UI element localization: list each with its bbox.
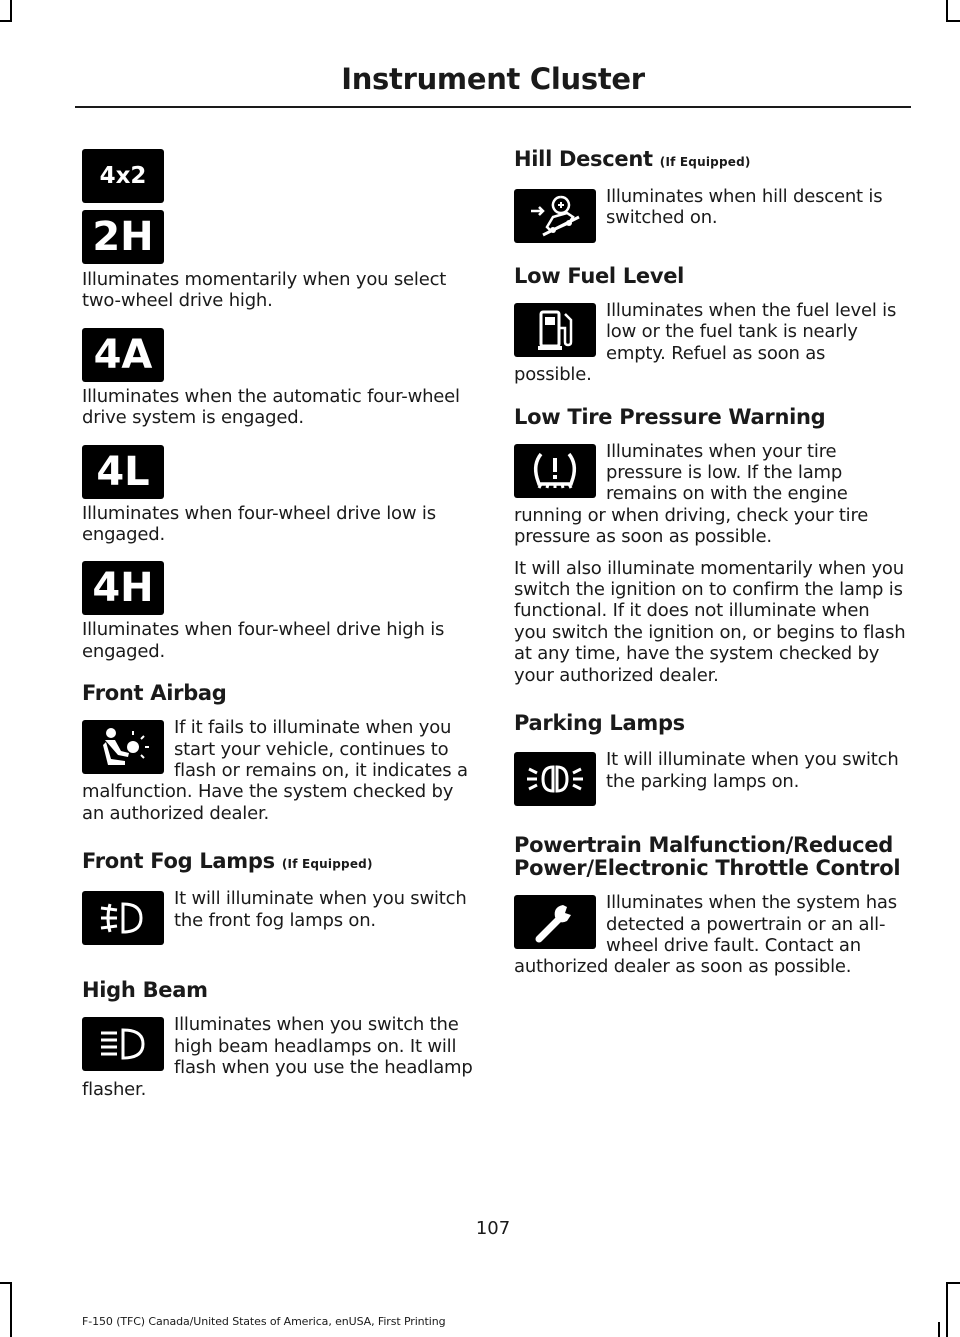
high-beam-heading: High Beam (82, 978, 208, 1003)
crop-mark-top-left (0, 20, 12, 22)
low-tire-text-2: It will also illuminate momentarily when you switch the ignition on to confirm the lamp is functional. If it does not illuminate when you switch the ignition on, or begins to flash at any time, have the system checked by your authorized dealer. (514, 557, 906, 686)
four-wheel-high-text: Illuminates when four-wheel drive high is engaged. (82, 619, 445, 662)
crop-mark-bottom-right (946, 1282, 960, 1284)
crop-mark-top-right (946, 0, 948, 22)
hill-descent-icon (514, 189, 596, 243)
front-airbag-heading: Front Airbag (82, 681, 227, 706)
page-number: 107 (475, 1218, 511, 1239)
powertrain-text: Illuminates when the system has detected a powertrain or an all-wheel drive fault. Contact an authorized dealer as soon as possible. (514, 892, 897, 978)
parking-lamps-text: It will illuminate when you switch the parking lamps on. (606, 749, 899, 792)
two-wheel-high-text: Illuminates momentarily when you select two-wheel drive high. (82, 269, 447, 312)
high-beam-entry (82, 1014, 474, 1100)
footer-text: F-150 (TFC) Canada/United States of America, enUSA, First Printing (82, 1315, 446, 1328)
parking-lamps-entry (514, 749, 906, 810)
crop-mark-bottom-right (946, 1282, 948, 1337)
low-tire-text-1: Illuminates when your tire pressure is low. If the lamp remains on with the engine running or when driving, check your tire pressure as soon as possible. (514, 440, 869, 548)
wrench-icon (514, 895, 596, 949)
hill-descent-title: Hill Descent (514, 147, 653, 171)
front-airbag-entry (82, 717, 474, 824)
crop-mark-bottom-left (10, 1282, 12, 1337)
crop-mark-bottom-right-short (938, 1322, 940, 1337)
low-tire-heading: Low Tire Pressure Warning (514, 404, 826, 429)
high-beam-icon (82, 1017, 164, 1071)
header-rule (75, 106, 911, 108)
two-wheel-high-icon (82, 210, 164, 264)
four-by-two-icon-label: 4x2 (99, 163, 147, 189)
low-fuel-text: Illuminates when the fuel level is low or the fuel tank is nearly empty. Refuel as soon as possible. (514, 300, 897, 386)
low-fuel-entry (514, 300, 906, 386)
airbag-icon (82, 720, 164, 774)
fuel-pump-icon (514, 303, 596, 357)
crop-mark-bottom-left (0, 1282, 12, 1284)
hill-descent-qualifier: (If Equipped) (659, 155, 751, 169)
auto-four-wheel-icon-label: 4A (93, 331, 153, 378)
low-tire-entry (514, 441, 906, 548)
hill-descent-text: Illuminates when hill descent is switched on. (606, 186, 883, 229)
front-fog-text: It will illuminate when you switch the front fog lamps on. (174, 888, 467, 931)
auto-four-wheel-text: Illuminates when the automatic four-wheel drive system is engaged. (82, 385, 460, 429)
two-wheel-high-icon-label: 2H (92, 214, 154, 260)
right-column (514, 148, 906, 978)
powertrain-heading: Powertrain Malfunction/Reduced Power/Electronic Throttle Control (514, 833, 901, 881)
parking-lamps-heading: Parking Lamps (514, 711, 685, 736)
page-title: Instrument Cluster (341, 62, 645, 96)
low-fuel-heading: Low Fuel Level (514, 264, 685, 288)
auto-four-wheel-icon (82, 328, 164, 382)
hill-descent-entry (514, 186, 906, 247)
four-wheel-low-icon-label: 4L (96, 448, 150, 495)
hill-descent-heading (514, 148, 906, 174)
four-wheel-low-text: Illuminates when four-wheel drive low is engaged. (82, 502, 436, 546)
powertrain-entry (514, 892, 906, 978)
front-fog-lamp-icon (82, 891, 164, 945)
four-wheel-low-icon (82, 445, 164, 499)
tire-pressure-icon (514, 444, 596, 498)
crop-mark-top-left (10, 0, 12, 22)
front-airbag-text: If it fails to illuminate when you start your vehicle, continues to flash or remains on, it indicates a malfunction. Have the system checked by an authorized dealer. (82, 717, 468, 824)
parking-lamps-icon (514, 752, 596, 806)
four-by-two-icon (82, 149, 164, 203)
front-fog-heading (82, 850, 474, 876)
four-wheel-high-icon-label: 4H (92, 565, 154, 612)
high-beam-text: Illuminates when you switch the high beam headlamps on. It will flash when you use the headlamp flasher. (82, 1014, 473, 1100)
front-fog-title: Front Fog Lamps (82, 849, 275, 874)
crop-mark-top-right (946, 20, 960, 22)
front-fog-qualifier: (If Equipped) (281, 857, 373, 872)
front-fog-entry (82, 888, 474, 949)
left-column (82, 148, 474, 1100)
four-wheel-high-icon (82, 561, 164, 615)
